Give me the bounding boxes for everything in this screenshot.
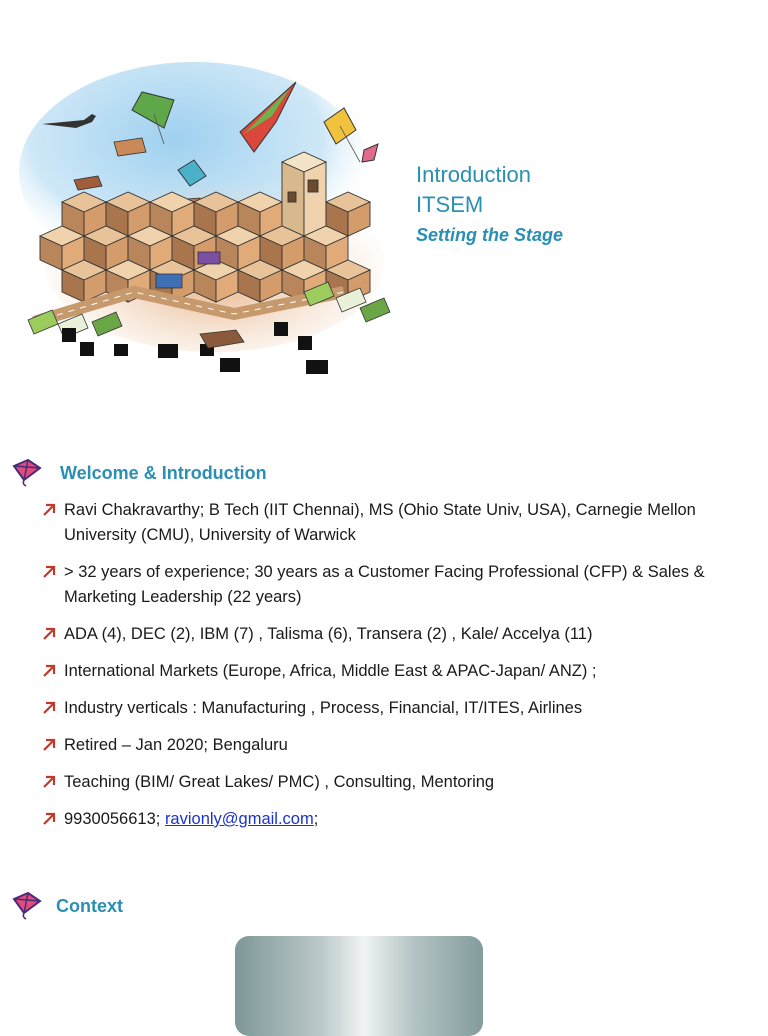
section-heading-label: Context bbox=[56, 895, 123, 916]
list-item-text: Ravi Chakravarthy; B Tech (IIT Chennai), MS (Ohio State Univ, USA), Carnegie Mellon University (CMU), University of Warwick bbox=[64, 501, 696, 544]
title-block bbox=[416, 160, 746, 248]
contact-suffix: ; bbox=[313, 810, 319, 828]
page-subtitle: Setting the Stage bbox=[416, 225, 564, 245]
list-item bbox=[42, 622, 742, 647]
arrow-up-right-icon bbox=[42, 775, 56, 789]
list-item bbox=[42, 498, 742, 548]
kite-icon bbox=[10, 458, 44, 488]
kite-pink bbox=[362, 144, 378, 162]
arrow-up-right-icon bbox=[42, 503, 56, 517]
list-item-text: Industry verticals : Manufacturing , Process, Financial, IT/ITES, Airlines bbox=[64, 699, 583, 717]
list-item bbox=[42, 560, 742, 610]
list-item bbox=[42, 696, 742, 721]
section-heading-welcome bbox=[10, 458, 267, 488]
list-item-text: > 32 years of experience; 30 years as a Customer Facing Professional (CFP) & Sales & Marketing Leadership (22 years) bbox=[64, 563, 705, 606]
page-title: Introduction bbox=[416, 162, 531, 187]
contact-item bbox=[42, 807, 742, 832]
arrow-up-right-icon bbox=[42, 812, 56, 826]
kite-icon bbox=[10, 891, 44, 921]
arrow-up-right-icon bbox=[42, 565, 56, 579]
arrow-up-right-icon bbox=[42, 664, 56, 678]
arrow-up-right-icon bbox=[42, 738, 56, 752]
hero-illustration bbox=[14, 52, 394, 382]
context-graphic-box bbox=[235, 936, 483, 1036]
list-item-text: Teaching (BIM/ Great Lakes/ PMC) , Consulting, Mentoring bbox=[64, 773, 495, 791]
section-heading-context bbox=[10, 891, 123, 921]
list-item bbox=[42, 770, 742, 795]
arrow-up-right-icon bbox=[42, 701, 56, 715]
arrow-up-right-icon bbox=[42, 627, 56, 641]
list-item bbox=[42, 659, 742, 684]
list-item-text: International Markets (Europe, Africa, Middle East & APAC-Japan/ ANZ) ; bbox=[64, 662, 597, 680]
section-heading-label: Welcome & Introduction bbox=[60, 462, 267, 483]
list-item-text: Retired – Jan 2020; Bengaluru bbox=[64, 736, 288, 754]
course-title: ITSEM bbox=[416, 192, 484, 217]
intro-bullet-list bbox=[42, 498, 742, 844]
email-link[interactable]: ravionly@gmail.com bbox=[164, 810, 314, 828]
list-item-text: ADA (4), DEC (2), IBM (7) , Talisma (6), Transera (2) , Kale/ Accelya (11) bbox=[64, 625, 593, 643]
phone-number: 9930056613; bbox=[64, 810, 165, 828]
list-item bbox=[42, 733, 742, 758]
